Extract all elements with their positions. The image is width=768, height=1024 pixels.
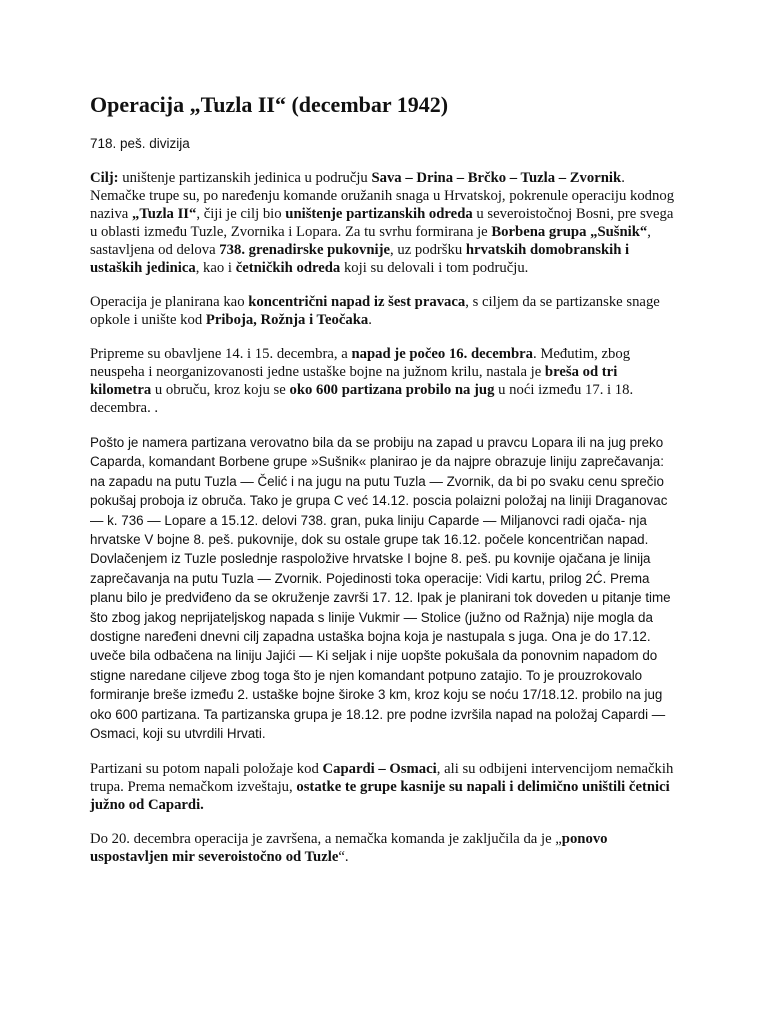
text-span: , čiji je cilj bio xyxy=(196,206,286,222)
paragraph-counterattack xyxy=(90,760,680,814)
text-span: koji su delovali i tom području. xyxy=(340,260,529,276)
bold-span: breša od tri kilometra xyxy=(90,364,618,398)
division-subtitle: 718. peš. divizija xyxy=(90,136,190,151)
text-span: Partizani su potom napali položaje kod xyxy=(90,760,323,777)
text-span: Pripreme su obavljene 14. i 15. decembra, a xyxy=(90,346,352,362)
paragraph-plan xyxy=(90,293,680,329)
text-span: uništenje partizanskih jedinica u području xyxy=(118,170,372,186)
text-span: u obruču, kroz koju se xyxy=(151,382,290,398)
bold-span: ponovo uspostavljen mir severoistočno od Tuzle xyxy=(90,830,608,865)
document-title: Operacija „Tuzla II“ (decembar 1942) xyxy=(90,92,449,117)
text-span: , kao i xyxy=(195,260,236,276)
bold-span: Cilj: xyxy=(90,170,119,186)
document-page xyxy=(90,90,680,882)
bold-span: Borbena grupa „Sušnik“ xyxy=(491,224,648,240)
paragraph-preparations xyxy=(90,345,680,417)
paragraph-detailed-account: Pošto je namera partizana verovatno bila da se probiju na zapad u pravcu Lopara ili na jug preko Caparda, komandant Borbene grupe »Sušnik« planirao je da najpre obrazuje liniju zaprečavanja: na zapadu na putu Tuzla — Čelić i na jugu na putu Tuzla — Zvornik, da bi po svaku cenu sprečio pokušaj proboja iz obruča. Tako je grupa C već 14.12. poscia polaizni položaj na liniji Draganovac — k. 736 — Lopare a 15.12. delovi 738. gran, puka liniju Caparde — Miljanovci radi ojača- nja hrvatske V bojne 8. peš. pukovnije, dok su ostale grupe tak 16.12. počele koncentričan napad. Dovlačenjem iz Tuzle poslednje raspoložive hrvatske I bojne 8. peš. pu kovnije ojačana je linija zaprečavanja na putu Tuzla — Zvornik. Pojedinosti toka operacije: Vidi kartu, prilog 2Ć. Prema planu bilo je predviđeno da se okruženje završi 17. 12. Ipak je planirani tok doveden u pitanje time što zbog jakog neprijateljskog napada s linije Vukmir — Stolice (južno od Ražnja) nije mogla da dostigne naređeni dnevni cilj zapadna ustaška bojna koja je nastupala s juga. Ona je do 17.12. uveče bila odbačena na liniju Jajići — Ki seljak i nije uopšte pokušala da ponovnim napadom do stigne naredane ciljeve zbog toga što je njen komandant potpuno zatajio. To je prouzrokovalo formiranje breše između 2. ustaške bojne široke 3 km, kroz koju se noću 17/18.12. probilo na jug oko 600 partizana. Ta partizanska grupa je 18.12. pre podne izvršila napad na položaj Capardi — Osmaci, koji su utvrdili Hrvati. xyxy=(90,435,671,742)
bold-span: Capardi – Osmaci xyxy=(322,760,437,777)
bold-span: Priboja, Rožnja i Teočaka xyxy=(205,312,369,328)
text-span: Do 20. decembra operacija je završena, a nemačka komanda je zaključila da je „ xyxy=(90,830,562,847)
text-span: . Međutim, zbog neuspeha i neorganizovanosti jedne ustaške bojne na južnom krilu, nastala je xyxy=(90,346,631,380)
bold-span: koncentrični napad iz šest pravaca xyxy=(248,294,466,310)
text-span: . xyxy=(368,312,372,328)
bold-span: 738. grenadirske pukovnije xyxy=(219,242,390,258)
bold-span: hrvatskih domobranskih i ustaških jedinica xyxy=(90,242,630,276)
text-span: , sastavljena od delova xyxy=(90,224,651,258)
text-span: u noći između 17. i 18. decembra. . xyxy=(90,382,634,416)
text-span: , uz podršku xyxy=(390,242,466,258)
bold-span: četničkih odreda xyxy=(235,260,341,276)
paragraph-conclusion xyxy=(90,830,680,866)
bold-span: napad je počeo 16. decembra xyxy=(351,346,533,362)
paragraph-goal xyxy=(90,169,680,277)
text-span: “. xyxy=(338,848,349,865)
bold-span: oko 600 partizana probilo na jug xyxy=(289,382,495,398)
text-span: , s ciljem da se partizanske snage opkole i unište kod xyxy=(90,294,660,328)
text-span: u severoistočnoj Bosni, pre svega u oblasti između Tuzle, Zvornika i Lopara. Za tu svrhu formirana je xyxy=(90,206,674,240)
text-span: , ali su odbijeni intervencijom nemačkih trupa. Prema nemačkom izveštaju, xyxy=(90,760,674,795)
bold-span: Sava – Drina – Brčko – Tuzla – Zvornik xyxy=(371,170,622,186)
text-span: Operacija je planirana kao xyxy=(90,294,249,310)
text-span: . Nemačke trupe su, po naređenju komande oružanih snaga u Hrvatskoj, pokrenule operaciju kodnog naziva xyxy=(90,170,675,222)
bold-span: ostatke te grupe kasnije su napali i delimično uništili četnici južno od Capardi. xyxy=(90,778,670,813)
bold-span: uništenje partizanskih odreda xyxy=(285,206,473,222)
bold-span: „Tuzla II“ xyxy=(132,206,197,222)
